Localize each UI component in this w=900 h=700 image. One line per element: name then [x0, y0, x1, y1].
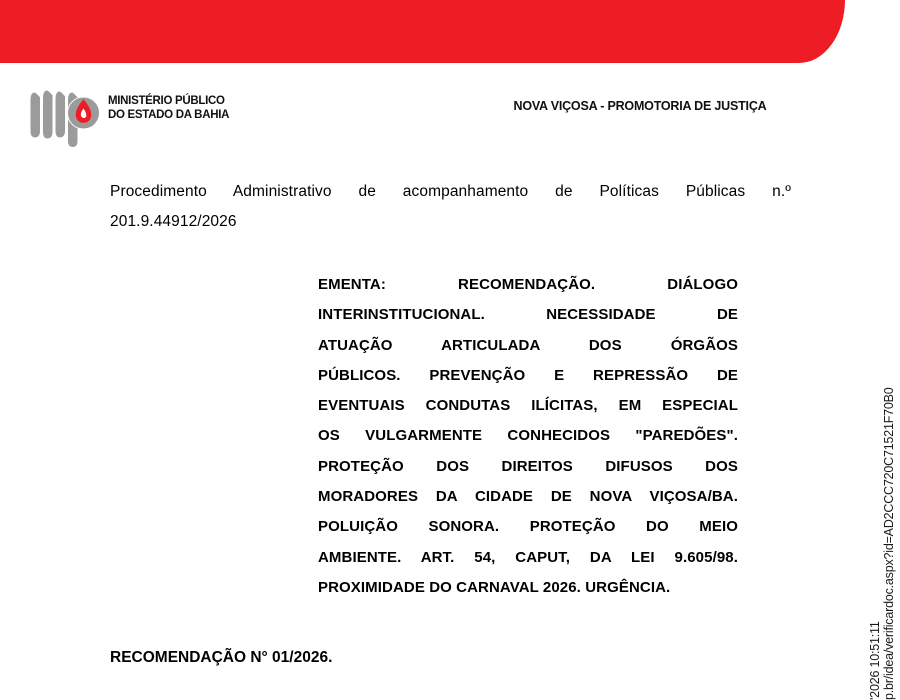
ementa-block: [318, 270, 738, 603]
ementa-block-line-5: EVENTUAIS CONDUTAS ILÍCITAS, EM ESPECIAL: [318, 397, 738, 415]
ementa-block-line-3: ATUAÇÃO ARTICULADA DOS ÓRGÃOS: [318, 336, 738, 354]
ementa-block-line-1: EMENTA: RECOMENDAÇÃO. DIÁLOGO: [318, 276, 738, 293]
org-name: [108, 94, 229, 122]
procedure-number-line-2: 201.9.44912/2026: [110, 213, 237, 230]
ementa-block-line-6: OS VULGARMENTE CONHECIDOS "PAREDÕES".: [318, 427, 738, 445]
header-red-band: [0, 0, 845, 63]
ementa-block-line-4: PÚBLICOS. PREVENÇÃO E REPRESSÃO DE: [318, 366, 738, 384]
verification-url: p.br/idea/verificardoc.aspx?id=AD2CCC720C71521F70B0: [881, 387, 896, 700]
ementa-block-line-8: MORADORES DA CIDADE DE NOVA VIÇOSA/BA.: [318, 488, 738, 506]
ementa-block-line-10: AMBIENTE. ART. 54, CAPUT, DA LEI 9.605/98.: [318, 548, 738, 566]
recommendation-title: RECOMENDAÇÃO N° 01/2026.: [110, 649, 333, 666]
procedure-number-line-1: Procedimento Administrativo de acompanhamento de Políticas Públicas n.º: [110, 183, 791, 200]
mp-flame-logo-icon: [28, 86, 100, 148]
verification-note: [869, 387, 896, 700]
org-name-line1: MINISTÉRIO PÚBLICO: [108, 95, 225, 107]
ementa-block-line-2: INTERINSTITUCIONAL. NECESSIDADE DE: [318, 306, 738, 324]
ementa-block-line-11: PROXIMIDADE DO CARNAVAL 2026. URGÊNCIA.: [318, 578, 671, 596]
procedure-number: [110, 177, 791, 237]
org-name-line2: DO ESTADO DA BAHIA: [108, 109, 230, 121]
office-title: NOVA VIÇOSA - PROMOTORIA DE JUSTIÇA: [513, 99, 767, 113]
verification-timestamp: '2026 10:51:11: [868, 621, 882, 700]
ementa-block-line-9: POLUIÇÃO SONORA. PROTEÇÃO DO MEIO: [318, 518, 738, 536]
ementa-block-line-7: PROTEÇÃO DOS DIREITOS DIFUSOS DOS: [318, 457, 738, 475]
